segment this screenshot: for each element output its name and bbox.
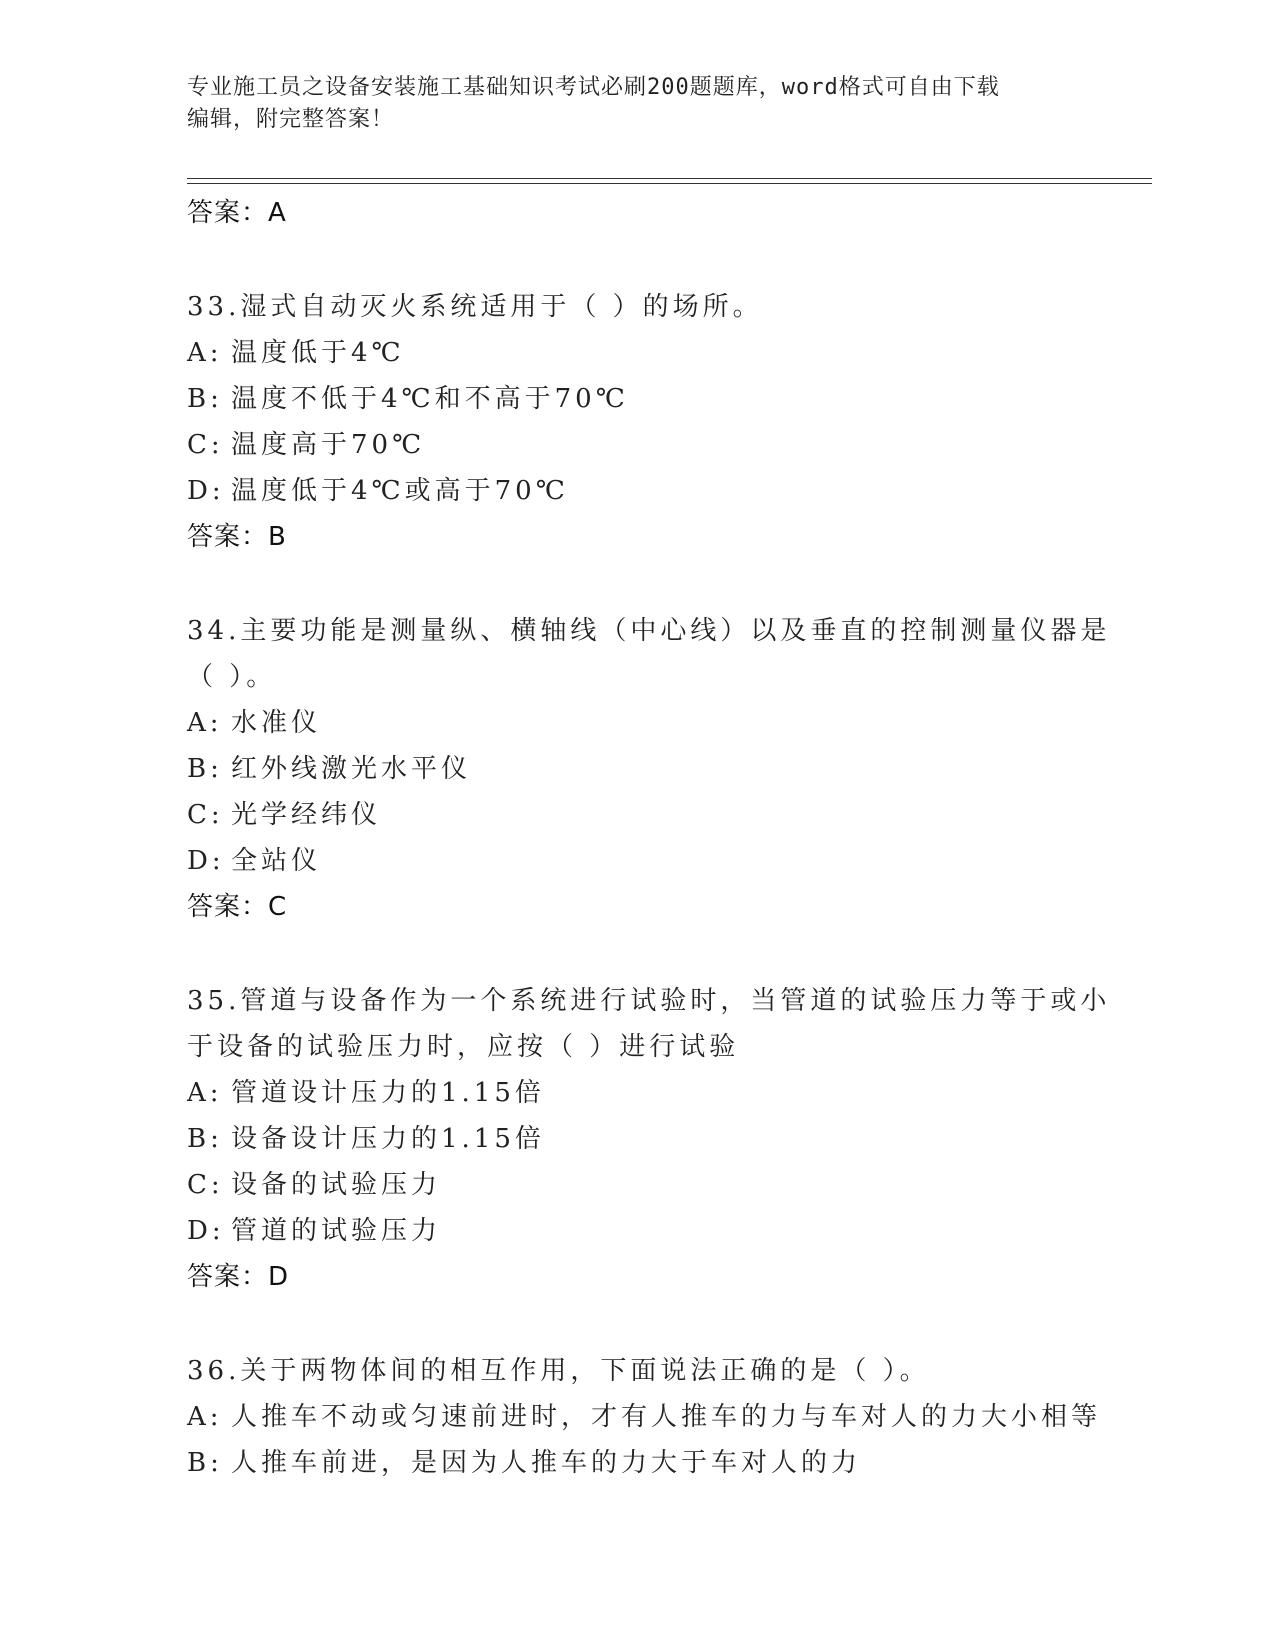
header-rule-bottom xyxy=(187,183,1152,184)
option-text: 温度低于4℃或高于70℃ xyxy=(231,476,569,506)
answer-option xyxy=(187,330,1087,376)
option-text: 管道设计压力的1.15倍 xyxy=(231,1078,545,1108)
header-title-line-2: 编辑，附完整答案！ xyxy=(187,107,395,132)
answer-option xyxy=(187,700,1087,746)
option-label: B: xyxy=(187,384,223,414)
question-block xyxy=(187,284,1087,560)
option-label: A: xyxy=(187,1078,223,1108)
question-text: 35.管道与设备作为一个系统进行试验时，当管道的试验压力等于或小 xyxy=(187,986,1111,1016)
option-text: 温度低于4℃ xyxy=(231,338,405,368)
answer-option xyxy=(187,376,1087,422)
option-text: 光学经纬仪 xyxy=(231,800,382,830)
answer-option xyxy=(187,422,1087,468)
option-label: B: xyxy=(187,1124,223,1154)
option-text: 红外线激光水平仪 xyxy=(231,754,472,784)
questions-container xyxy=(187,284,1111,1486)
answer-option xyxy=(187,1116,1087,1162)
answer-line: 答案：C xyxy=(187,892,288,922)
option-text: 水准仪 xyxy=(231,708,322,738)
question-text: 34.主要功能是测量纵、横轴线（中心线）以及垂直的控制测量仪器是 xyxy=(187,616,1111,646)
option-label: B: xyxy=(187,1448,223,1478)
option-label: A: xyxy=(187,1402,223,1432)
option-text: 温度不低于4℃和不高于70℃ xyxy=(231,384,629,414)
answer-option xyxy=(187,1394,1102,1440)
answer-option xyxy=(187,838,1087,884)
option-label: A: xyxy=(187,338,223,368)
question-block xyxy=(187,608,1111,930)
question-text: （ ）。 xyxy=(187,662,277,692)
question-text: 33.湿式自动灭火系统适用于（ ）的场所。 xyxy=(187,292,763,322)
question-block xyxy=(187,978,1111,1300)
option-label: C: xyxy=(187,430,224,460)
answer-option xyxy=(187,1162,1087,1208)
option-text: 设备的试验压力 xyxy=(231,1170,442,1200)
header-title-line-1: 专业施工员之设备安装施工基础知识考试必刷200题题库，word格式可自由下载 xyxy=(187,75,1000,100)
answer-option xyxy=(187,468,1087,514)
option-label: A: xyxy=(187,708,223,738)
question-list xyxy=(187,190,1111,1486)
document-header xyxy=(187,72,1067,136)
answer-line: 答案：A xyxy=(187,198,287,228)
option-label: C: xyxy=(187,1170,224,1200)
answer-option xyxy=(187,1070,1087,1116)
answer-option xyxy=(187,1440,1087,1486)
option-label: D: xyxy=(187,476,225,506)
option-text: 人推车前进，是因为人推车的力大于车对人的力 xyxy=(231,1448,862,1478)
answer-option xyxy=(187,792,1087,838)
option-label: D: xyxy=(187,846,225,876)
option-label: D: xyxy=(187,1216,225,1246)
option-label: B: xyxy=(187,754,223,784)
option-text: 温度高于70℃ xyxy=(231,430,426,460)
option-label: C: xyxy=(187,800,224,830)
option-text: 设备设计压力的1.15倍 xyxy=(231,1124,545,1154)
option-text: 全站仪 xyxy=(231,846,322,876)
header-rule-top xyxy=(187,178,1152,179)
question-text: 于设备的试验压力时，应按（ ）进行试验 xyxy=(187,1032,740,1062)
question-text: 36.关于两物体间的相互作用，下面说法正确的是（ ）。 xyxy=(187,1356,930,1386)
question-block xyxy=(187,1348,1102,1486)
answer-option xyxy=(187,746,1087,792)
option-text: 管道的试验压力 xyxy=(231,1216,442,1246)
answer-option xyxy=(187,1208,1087,1254)
option-text: 人推车不动或匀速前进时，才有人推车的力与车对人的力大小相等 xyxy=(231,1402,1102,1432)
answer-line: 答案：D xyxy=(187,1262,290,1292)
answer-line: 答案：B xyxy=(187,522,287,552)
